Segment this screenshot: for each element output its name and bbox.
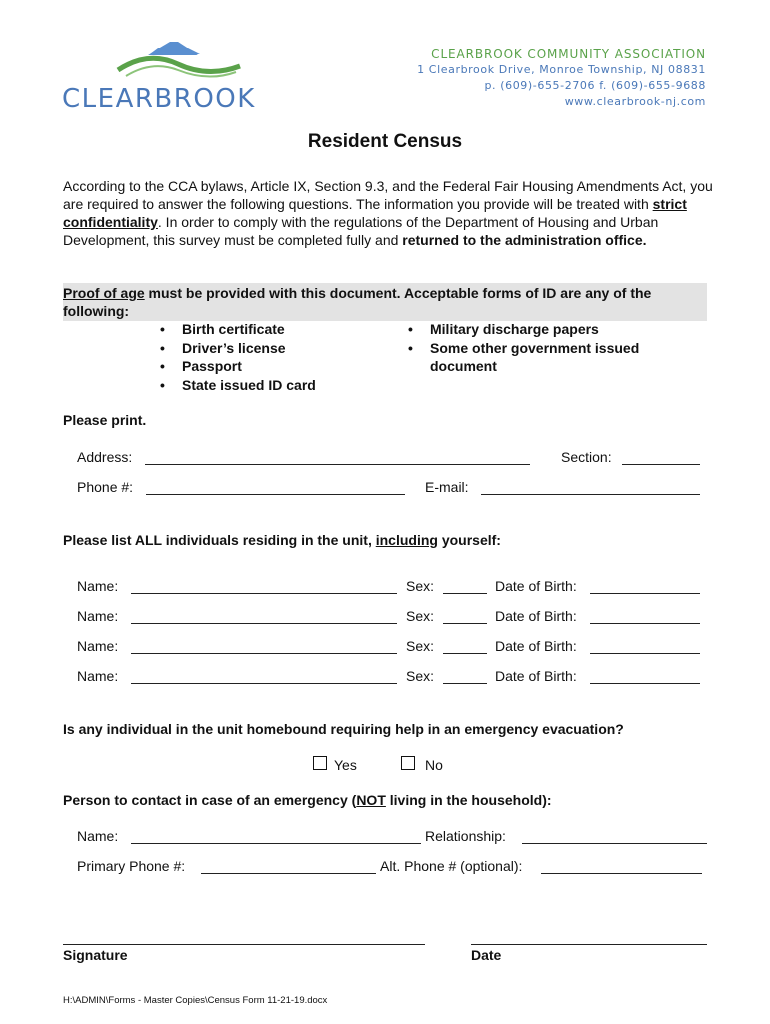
yes-label: Yes	[334, 757, 357, 773]
association-info	[417, 46, 706, 110]
resident-dob-label: Date of Birth:	[495, 668, 577, 684]
resident-sex-label: Sex:	[406, 608, 435, 624]
association-name: CLEARBROOK COMMUNITY ASSOCIATION	[431, 47, 706, 61]
intro-paragraph: According to the CCA bylaws, Article IX, Section 9.3, and the Federal Fair Housing Amendments Act, you are required to answer the following questions. The information you provide will be treated with strict confidentiality. In order to comply with the regulations of the Department of Housing and Urban Development, this survey must be completed fully and returned to the administration office.	[63, 178, 713, 248]
address-input[interactable]	[145, 447, 530, 465]
id-list-left	[160, 320, 360, 394]
phone-input[interactable]	[146, 477, 405, 495]
page-title: Resident Census	[307, 131, 463, 152]
section-input[interactable]	[622, 447, 700, 465]
signature-label: Signature	[63, 947, 128, 963]
please-print: Please print.	[63, 412, 147, 428]
resident-dob-label: Date of Birth:	[495, 578, 577, 594]
resident-dob-input[interactable]	[590, 666, 700, 684]
clearbrook-logo-icon	[108, 40, 248, 88]
resident-sex-label: Sex:	[406, 638, 435, 654]
residents-heading: Please list ALL individuals residing in the unit, including yourself:	[63, 532, 501, 548]
email-input[interactable]	[481, 477, 700, 495]
resident-name-input[interactable]	[131, 576, 397, 594]
list-item: • Military discharge papers	[408, 320, 668, 339]
yes-checkbox[interactable]	[313, 756, 327, 770]
email-label: E-mail:	[425, 479, 469, 495]
proof-of-age-notice: Proof of age must be provided with this document. Acceptable forms of ID are any of the following:	[63, 283, 707, 321]
resident-name-input[interactable]	[131, 636, 397, 654]
strict-confidentiality: strict confidentiality	[63, 196, 687, 230]
date-line[interactable]	[471, 926, 707, 945]
resident-sex-input[interactable]	[443, 666, 487, 684]
resident-name-label: Name:	[77, 638, 119, 654]
no-checkbox[interactable]	[401, 756, 415, 770]
association-address: 1 Clearbrook Drive, Monroe Township, NJ 08831	[417, 63, 706, 76]
emergency-heading: Person to contact in case of an emergency (NOT living in the household):	[63, 792, 552, 808]
resident-sex-input[interactable]	[443, 576, 487, 594]
resident-dob-label: Date of Birth:	[495, 608, 577, 624]
resident-sex-label: Sex:	[406, 578, 435, 594]
signature-line[interactable]	[63, 926, 425, 945]
section-label: Section:	[561, 449, 612, 465]
resident-sex-input[interactable]	[443, 606, 487, 624]
list-item: • Passport	[160, 357, 360, 376]
id-list-right	[408, 320, 668, 376]
resident-sex-label: Sex:	[406, 668, 435, 684]
resident-dob-input[interactable]	[590, 576, 700, 594]
list-item: • State issued ID card	[160, 376, 360, 395]
resident-name-label: Name:	[77, 668, 119, 684]
resident-name-label: Name:	[77, 608, 119, 624]
resident-dob-label: Date of Birth:	[495, 638, 577, 654]
resident-sex-input[interactable]	[443, 636, 487, 654]
primary-phone-input[interactable]	[201, 856, 376, 874]
resident-name-label: Name:	[77, 578, 119, 594]
footer-path: H:\ADMIN\Forms - Master Copies\Census Form 11-21-19.docx	[63, 995, 328, 1006]
returned-text: returned to the administration office.	[402, 232, 647, 248]
list-item: • Birth certificate	[160, 320, 360, 339]
date-label: Date	[471, 947, 502, 963]
phone-label: Phone #:	[77, 479, 134, 495]
homebound-question: Is any individual in the unit homebound requiring help in an emergency evacuation?	[63, 721, 624, 737]
association-phones: p. (609)-655-2706 f. (609)-655-9688	[484, 79, 706, 92]
resident-name-input[interactable]	[131, 606, 397, 624]
logo-wordmark: CLEARBROOK	[62, 84, 256, 114]
address-label: Address:	[77, 449, 133, 465]
no-label: No	[425, 757, 443, 773]
resident-name-input[interactable]	[131, 666, 397, 684]
association-website: www.clearbrook-nj.com	[564, 95, 706, 108]
resident-dob-input[interactable]	[590, 606, 700, 624]
relationship-label: Relationship:	[425, 828, 506, 844]
alt-phone-input[interactable]	[541, 856, 702, 874]
emergency-name-input[interactable]	[131, 826, 421, 844]
list-item: • Some other government issued document	[408, 339, 668, 376]
list-item: • Driver’s license	[160, 339, 360, 358]
emergency-name-label: Name:	[77, 828, 119, 844]
resident-dob-input[interactable]	[590, 636, 700, 654]
primary-phone-label: Primary Phone #:	[77, 858, 186, 874]
relationship-input[interactable]	[522, 826, 707, 844]
alt-phone-label: Alt. Phone # (optional):	[380, 858, 523, 874]
